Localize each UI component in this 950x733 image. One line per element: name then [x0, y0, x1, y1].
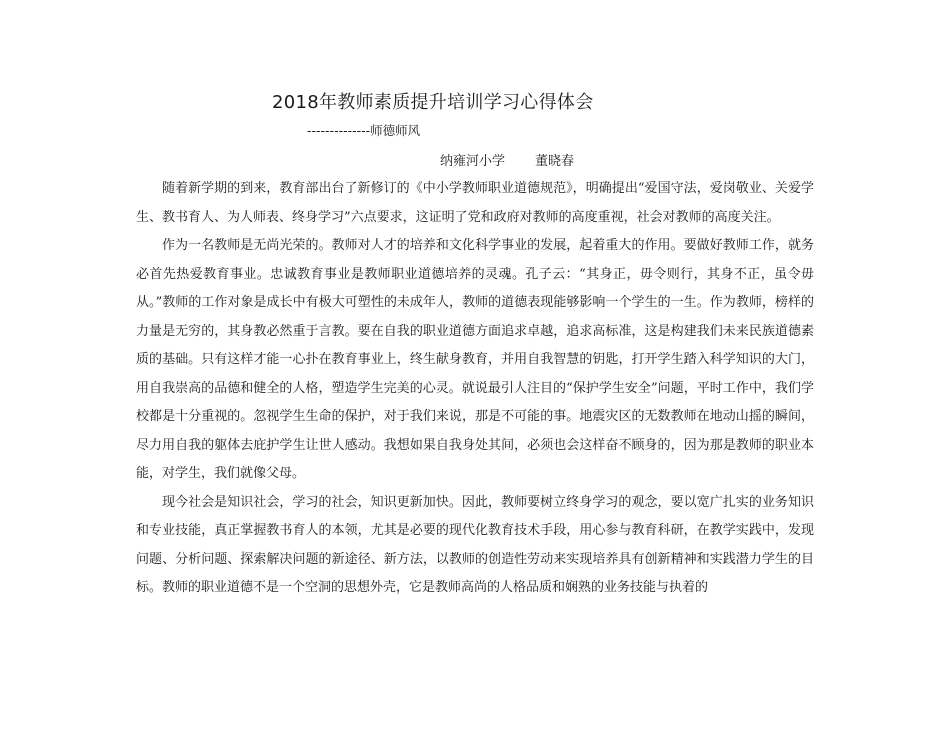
paragraph: 作为一名教师是无尚光荣的。教师对人才的培养和文化科学事业的发展，起着重大的作用。要做好教师工作，就务必首先热爱教育事业。忠诚教育事业是教师职业道德培养的灵魂。孔子云：“其身正，毋令则行，其身不正，虽令毋从。”教师的工作对象是成长中有极大可塑性的未成年人，教师的道德表现能够影响一个学生的一生。作为教师，榜样的力量是无穷的，其身教必然重于言教。要在自我的职业道德方面追求卓越，追求高标准，这是构建我们未来民族道德素质的基础。只有这样才能一心扑在教育事业上，终生献身教育，并用自我智慧的钥匙，打开学生踏入科学知识的大门，用自我崇高的品德和健全的人格，塑造学生完美的心灵。就说最引人注目的“保护学生安全”问题，平时工作中，我们学校都是十分重视的。忽视学生生命的保护，对于我们来说，那是不可能的事。地震灾区的无数教师在地动山摇的瞬间，尽力用自我的躯体去庇护学生让世人感动。我想如果自我身处其间，必须也会这样奋不顾身的，因为那是教师的职业本能，对学生，我们就像父母。 [136, 238, 814, 481]
school-name: 纳雍河小学 [440, 154, 506, 169]
paragraph: 随着新学期的到来，教育部出台了新修订的《中小学教师职业道德规范》，明确提出“爱国守法，爱岗敬业、关爱学生、教书育人、为人师表、终身学习”六点要求，这证明了党和政府对教师的高度重视，社会对教师的高度关注。 [136, 181, 814, 225]
author-line [440, 150, 574, 169]
document-title: 2018年教师素质提升培训学习心得体会 [272, 92, 594, 113]
document-body [136, 175, 814, 603]
document-subtitle: --------------师德师风 [307, 123, 421, 138]
author-name: 董晓春 [535, 154, 575, 169]
paragraph: 现今社会是知识社会，学习的社会，知识更新加快。因此，教师要树立终身学习的观念，要以宽广扎实的业务知识和专业技能，真正掌握教书育人的本领，尤其是必要的现代化教育技术手段，用心参与教育科研，在教学实践中，发现问题、分析问题、探索解决问题的新途径、新方法，以教师的创造性劳动来实现培养具有创新精神和实践潜力学生的目标。教师的职业道德不是一个空洞的思想外壳，它是教师高尚的人格品质和娴熟的业务技能与执着的 [136, 494, 814, 595]
